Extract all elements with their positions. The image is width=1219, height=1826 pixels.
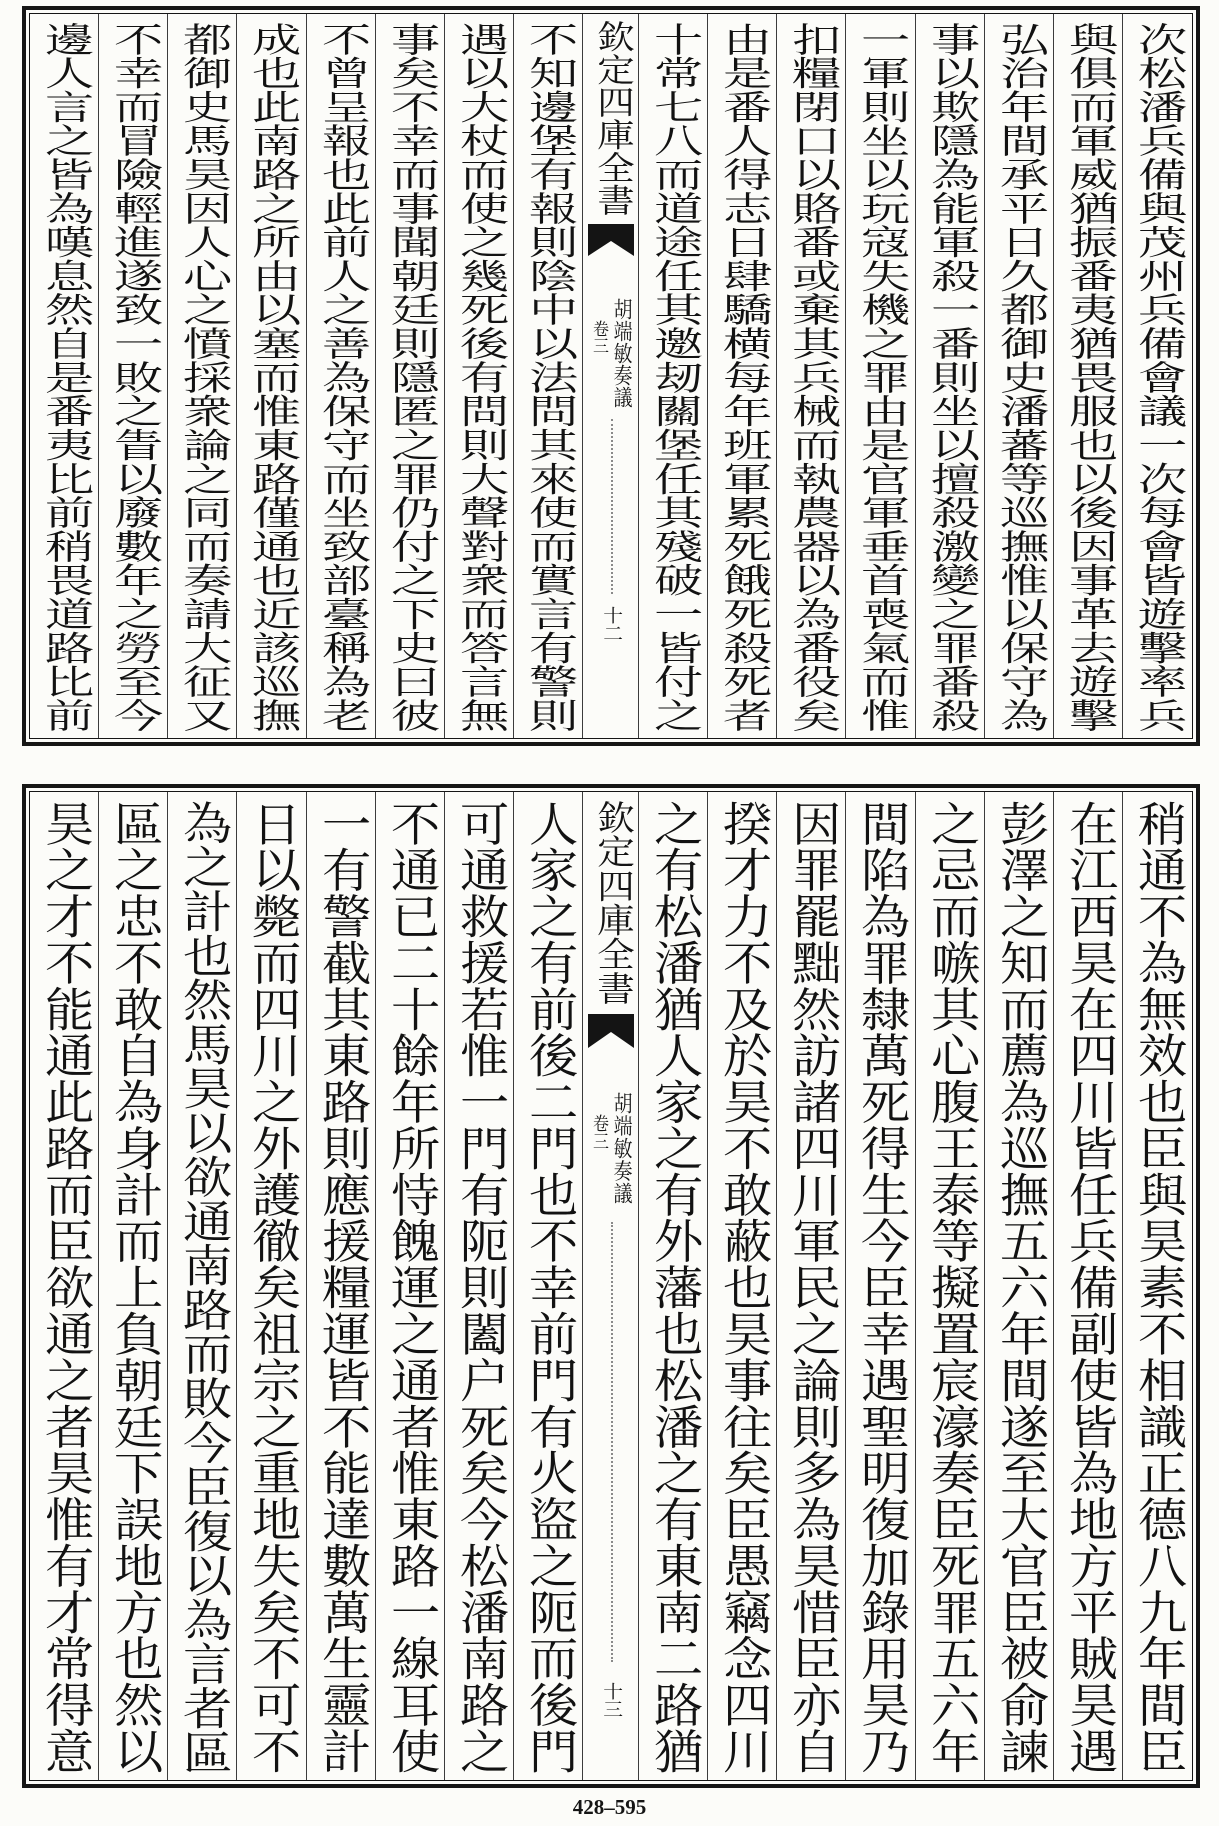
fold-title-slot	[583, 800, 638, 1005]
text-column	[846, 14, 915, 738]
fold-book-title: 胡端敏奏議	[610, 298, 633, 408]
fold-leaf-slot	[583, 1682, 638, 1718]
text-column-line: 一有警截其東路則應援糧運皆不能達數萬生靈計	[312, 800, 370, 1774]
fold-leaf-number: 十二	[599, 606, 623, 642]
fold-label-pair	[590, 298, 633, 408]
text-column-line: 與俱而軍威猶振番夷猶畏服也以後因事革去遊擊	[1059, 22, 1117, 732]
fold-volume: 卷三	[590, 1114, 610, 1150]
page-bottom-outer-border	[22, 784, 1200, 1788]
text-column	[307, 792, 376, 1780]
text-column-line: 不曾呈報也此前人之善為保守而坐致部臺稱為老	[312, 22, 370, 732]
text-column	[708, 792, 777, 1780]
text-column-line: 稍通不為無效也臣與昊素不相識正德八九年間臣	[1129, 800, 1187, 1774]
text-column	[639, 792, 708, 1780]
text-column-line: 因罪罷黜然訪諸四川軍民之論則多為昊惜臣亦自	[783, 800, 841, 1774]
text-column	[445, 792, 514, 1780]
text-column	[985, 14, 1054, 738]
page-top-columns	[29, 13, 1193, 739]
text-column-line: 昊之才不能通此路而臣欲通之者昊惟有才常得意	[36, 800, 94, 1774]
text-column	[99, 14, 168, 738]
text-column-line: 次松潘兵備與茂州兵備會議一次每會皆遊擊率兵	[1129, 22, 1187, 732]
text-column	[30, 792, 99, 1780]
page-top-outer-border	[22, 6, 1200, 746]
text-column-line: 遇以大杖而使之幾死後有問則大聲對衆而答言無	[450, 22, 508, 732]
page-bottom-columns	[29, 791, 1193, 1781]
text-column	[237, 14, 306, 738]
fishtail-ornament	[588, 224, 634, 256]
fold-ornament-slot	[583, 224, 638, 256]
fold-title: 欽定四庫全書	[589, 20, 633, 216]
text-column	[1123, 792, 1192, 1780]
text-column	[916, 14, 985, 738]
fold-book-title: 胡端敏奏議	[610, 1092, 633, 1204]
text-column-line: 不通已二十餘年所恃餽運之通者惟東路一線耳使	[381, 800, 439, 1774]
text-column-line: 揆才力不及於昊不敢蔽也昊事往矣臣愚竊念四川	[714, 800, 772, 1774]
text-column	[514, 14, 583, 738]
text-column-line: 之忌而嗾其心腹王泰等擬置宸濠奏臣死罪五六年	[921, 800, 979, 1774]
text-column	[846, 792, 915, 1780]
fold-column	[583, 14, 639, 738]
text-column-line: 不幸而冒險輕進遂致一敗之眚以廢數年之勞至今	[105, 22, 163, 732]
text-column-line: 在江西昊在四川皆任兵備副使皆為地方平賊昊遇	[1059, 800, 1117, 1774]
text-column	[708, 14, 777, 738]
text-column-line: 之有松潘猶人家之有外藩也松潘之有東南二路猶	[645, 800, 703, 1774]
text-column-line: 扣糧閉口以賂番或棄其兵械而執農器以為番役矣	[783, 22, 841, 732]
text-column	[1054, 792, 1123, 1780]
text-column	[916, 792, 985, 1780]
text-column	[985, 792, 1054, 1780]
text-column-line: 可通救援若惟一門有阨則闔户死矣今松潘南路之	[450, 800, 508, 1774]
fold-label-slot	[583, 298, 638, 408]
text-column-line: 間陷為罪隸萬死得生今臣幸遇聖明復加錄用昊乃	[852, 800, 910, 1774]
text-column	[777, 14, 846, 738]
fold-ornament-slot	[583, 1014, 638, 1048]
text-column-line: 區之忠不敢自為身計而上負朝廷下誤地方也然以	[105, 800, 163, 1774]
text-column-line: 一軍則坐以玩寇失機之罪由是官軍垂首喪氣而惟	[852, 22, 910, 732]
text-column	[237, 792, 306, 1780]
text-column-line: 弘治年間承平日久都御史潘蕃等巡撫惟以保守為	[990, 22, 1048, 732]
text-column	[1054, 14, 1123, 738]
text-column-line: 事矣不幸而事聞朝廷則隱匿之罪仍付之下史曰彼	[381, 22, 439, 732]
text-column-line: 日以斃而四川之外護徹矣祖宗之重地失矣不可不	[243, 800, 301, 1774]
text-column-line: 邊人言之皆為嘆息然自是番夷比前稍畏道路比前	[36, 22, 94, 732]
text-column	[445, 14, 514, 738]
text-column-line: 不知邊堡有報則陰中以法問其來使而實言有警則	[519, 22, 578, 732]
text-column-line: 成也此南路之所由以塞而惟東路僅通也近該巡撫	[243, 22, 301, 732]
text-column	[639, 14, 708, 738]
fold-dotted-rule	[611, 1222, 613, 1662]
text-column-line: 為之計也然馬昊以欲通南路而敗今臣復以為言者區	[174, 800, 232, 1774]
page-bottom	[22, 784, 1200, 1788]
text-column	[376, 792, 445, 1780]
fold-column	[583, 792, 639, 1780]
fold-volume: 卷三	[590, 320, 610, 354]
text-column	[168, 14, 237, 738]
page-number: 428–595	[572, 1795, 647, 1819]
fold-label-pair	[590, 1092, 633, 1204]
text-column	[307, 14, 376, 738]
text-column-line: 由是番人得志日肆驕横每年班軍累死餓死殺死者	[714, 22, 772, 732]
page-top	[22, 6, 1200, 746]
text-column	[99, 792, 168, 1780]
text-column-line: 人家之有前後二門也不幸前門有火盜之阨而後門	[519, 800, 578, 1774]
text-column	[514, 792, 583, 1780]
text-column-line: 十常七八而道途任其邀刼關堡任其殘破一皆付之	[645, 22, 703, 732]
text-column	[777, 792, 846, 1780]
fishtail-ornament	[588, 1014, 634, 1048]
fold-label-slot	[583, 1092, 638, 1204]
text-column-line: 事以欺隱為能軍殺一番則坐以擅殺激變之罪番殺	[921, 22, 979, 732]
fishtail-shape	[588, 1014, 634, 1048]
fishtail-shape	[588, 224, 634, 256]
fold-leaf-slot	[583, 606, 638, 642]
text-column	[376, 14, 445, 738]
fold-title: 欽定四庫全書	[589, 800, 633, 1005]
text-column	[168, 792, 237, 1780]
text-column-line: 彭澤之知而薦為巡撫五六年間遂至大官臣被俞諫	[990, 800, 1048, 1774]
fold-title-slot	[583, 20, 638, 216]
text-column	[30, 14, 99, 738]
fold-dotted-rule	[611, 419, 613, 594]
text-column	[1123, 14, 1192, 738]
text-column-line: 都御史馬昊因人心之憤採衆論之同而奏請大征又	[174, 22, 232, 732]
fold-leaf-number: 十三	[599, 1682, 623, 1718]
